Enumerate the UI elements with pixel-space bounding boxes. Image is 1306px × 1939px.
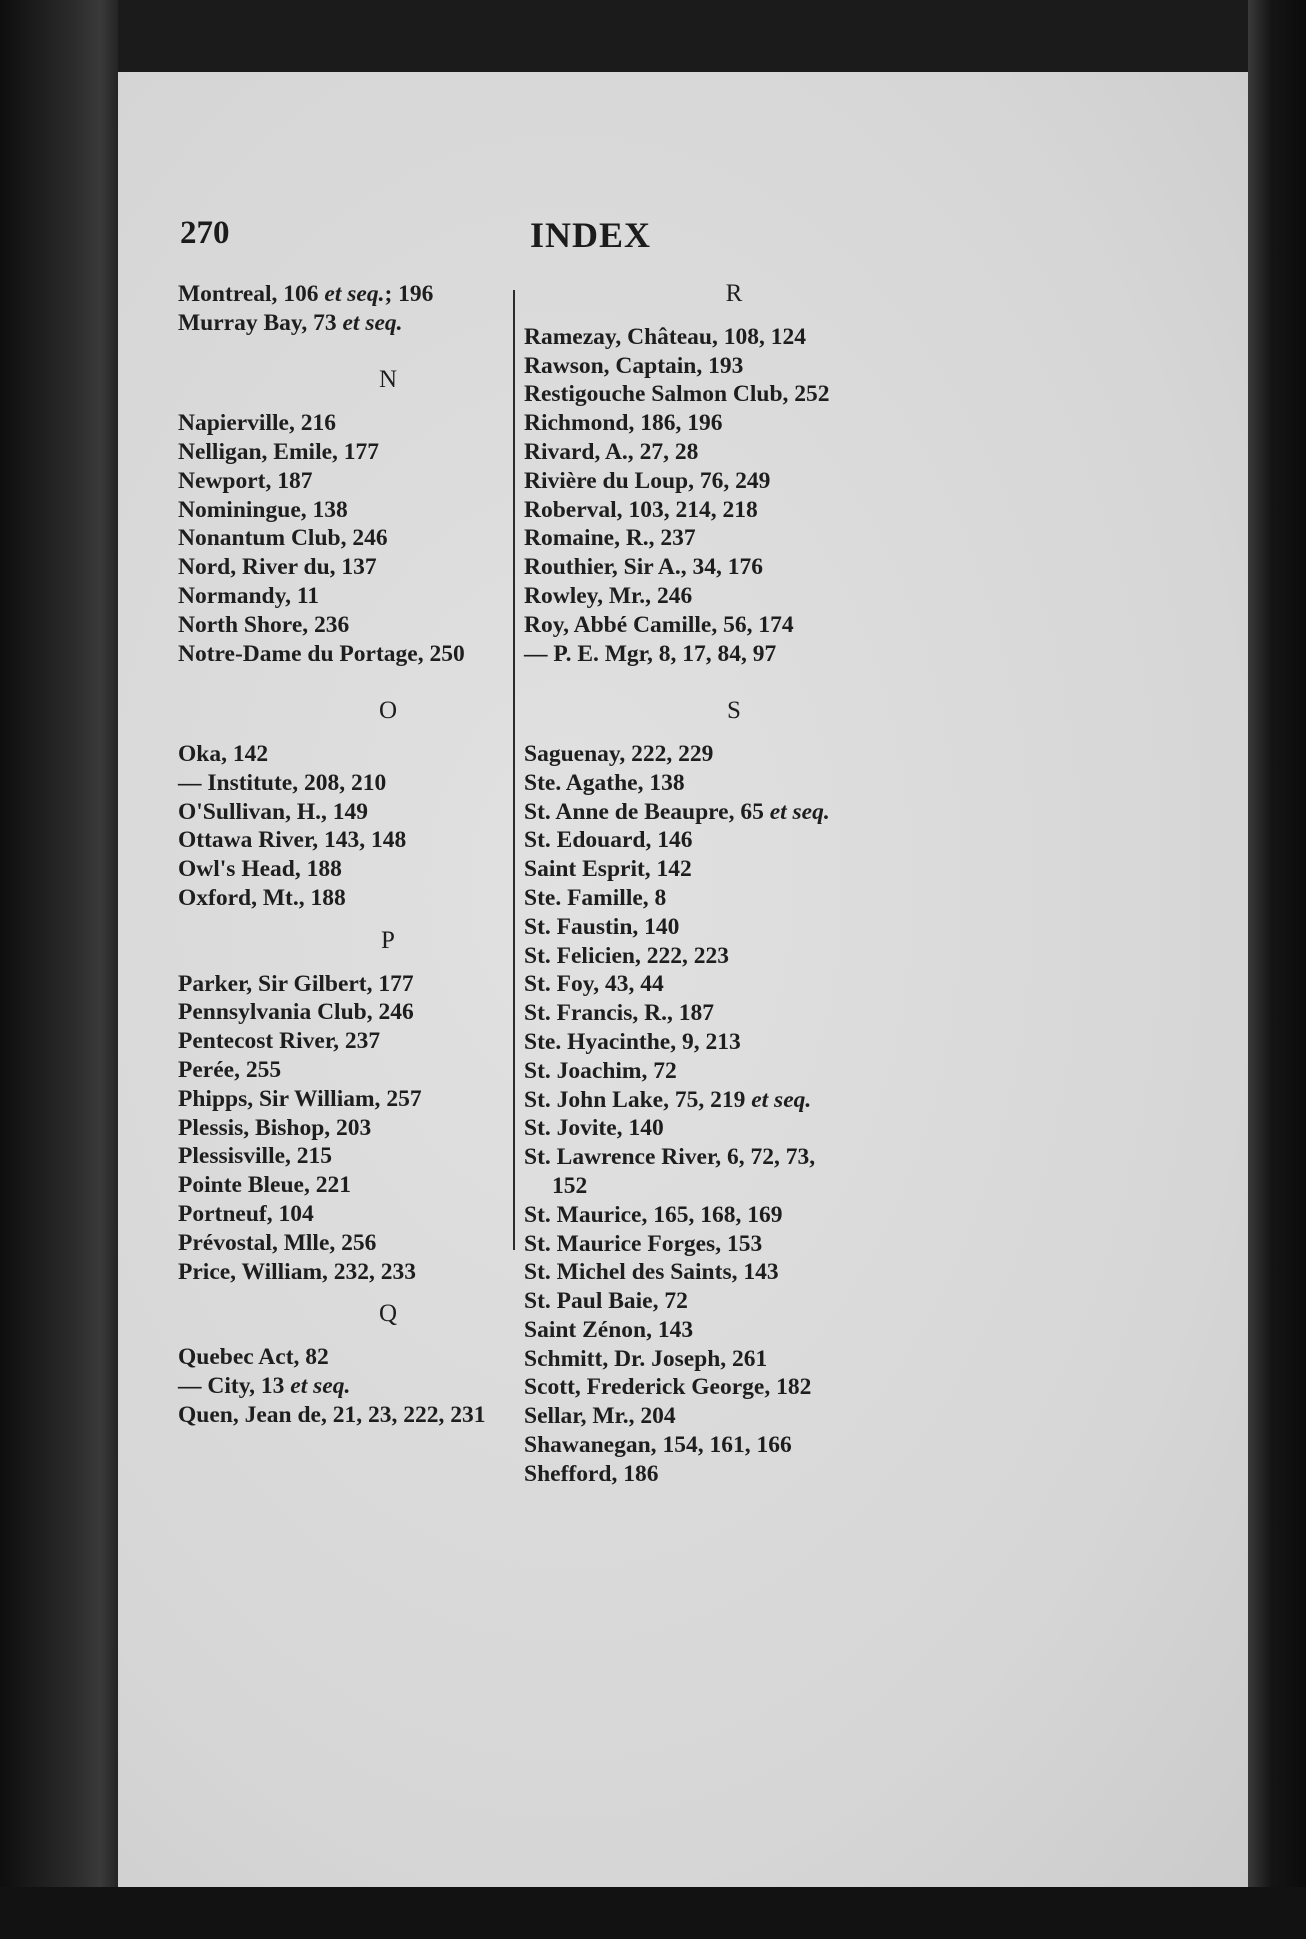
entry-term: Parker, Sir Gilbert,	[178, 970, 373, 997]
entry-term: St. Francis, R.,	[524, 1000, 673, 1027]
entry-term: Montreal,	[178, 281, 278, 307]
entry-page-refs: 72	[653, 1057, 677, 1084]
index-entry	[524, 1431, 944, 1460]
entry-page-refs: 216	[300, 410, 336, 437]
entry-term: St. Joachim,	[524, 1057, 648, 1084]
entry-page-refs: 252	[794, 381, 830, 408]
index-entry	[524, 1057, 944, 1086]
index-entry	[524, 380, 944, 409]
index-entry	[524, 884, 944, 913]
entry-term: Routhier, Sir A.,	[524, 554, 687, 581]
index-column-right	[524, 280, 944, 1489]
entry-term: Rawson, Captain,	[524, 352, 703, 379]
entry-page-refs: 75, 219	[674, 1086, 746, 1113]
entry-page-refs: 186	[623, 1460, 659, 1487]
entry-term: North Shore,	[178, 611, 309, 638]
index-entry	[524, 1402, 944, 1431]
page-edge-bottom	[0, 1887, 1306, 1939]
entry-term: St. Paul Baie,	[524, 1288, 659, 1315]
entry-page-refs: 73	[313, 309, 337, 336]
entry-page-refs: 143, 148	[323, 827, 407, 854]
entry-page-refs-extra: ; 196	[384, 281, 434, 307]
entry-term: Romaine, R.,	[524, 525, 655, 552]
entry-term: Owl's Head,	[178, 856, 301, 883]
entry-page-refs: 76, 249	[699, 467, 771, 494]
entry-page-refs: 8, 17, 84, 97	[658, 640, 777, 667]
entry-page-refs: 236	[314, 611, 350, 638]
entry-term: Pennsylvania Club,	[178, 999, 373, 1026]
entry-page-refs: 72	[664, 1288, 688, 1315]
spacer	[524, 668, 944, 697]
index-entry	[524, 438, 944, 467]
entry-page-refs: 104	[278, 1200, 314, 1227]
index-entry	[524, 1316, 944, 1345]
index-entry-continuation	[524, 1172, 944, 1201]
index-entry	[524, 640, 944, 669]
entry-page-refs: 103, 214, 218	[628, 496, 758, 523]
entry-term: Shawanegan,	[524, 1432, 657, 1459]
entry-term: St. Maurice Forges,	[524, 1230, 722, 1257]
entry-page-refs: 237	[660, 525, 696, 552]
entry-page-refs: 142	[232, 740, 269, 767]
entry-page-refs: 256	[341, 1229, 377, 1256]
index-entry	[524, 855, 944, 884]
entry-page-refs: 188	[306, 856, 342, 883]
entry-et-seq: et seq.	[290, 1372, 351, 1399]
entry-term: Napierville,	[178, 410, 295, 437]
entry-term: Murray Bay,	[178, 309, 308, 336]
index-entry	[524, 769, 944, 798]
entry-et-seq: et seq.	[769, 798, 830, 825]
index-entry	[524, 1114, 944, 1143]
index-entry	[524, 323, 944, 352]
entry-term: Oka,	[178, 740, 227, 767]
entry-term: Schmitt, Dr. Joseph,	[524, 1345, 727, 1372]
column-divider	[513, 290, 515, 1250]
entry-term: Normandy,	[178, 582, 291, 609]
entry-et-seq: et seq.	[324, 281, 385, 307]
entry-page-refs: 250	[429, 640, 465, 667]
entry-term: — City,	[178, 1372, 256, 1399]
page-title: INDEX	[530, 215, 652, 255]
spacer	[524, 726, 944, 740]
entry-term: O'Sullivan, H.,	[178, 798, 327, 825]
entry-page-refs: 21, 23, 222, 231	[332, 1401, 486, 1428]
entry-term: St. Jovite,	[524, 1115, 623, 1142]
index-entry	[524, 826, 944, 855]
entry-page-refs: 27, 28	[639, 438, 699, 465]
index-entry	[524, 467, 944, 496]
entry-page-refs: 65	[740, 798, 764, 825]
entry-page-refs: 237	[344, 1028, 381, 1055]
entry-page-refs: 177	[378, 970, 414, 997]
index-entry	[524, 740, 944, 769]
entry-term: Rowley, Mr.,	[524, 582, 652, 609]
section-letter-r: R	[725, 280, 743, 307]
entry-page-refs: 246	[352, 525, 388, 552]
entry-page-refs: 143	[743, 1259, 779, 1286]
entry-page-refs: 146	[657, 827, 693, 854]
index-entry	[524, 409, 944, 438]
index-entry	[524, 913, 944, 942]
index-entry	[524, 352, 944, 381]
index-entry	[524, 1287, 944, 1316]
entry-page-refs: 204	[640, 1403, 676, 1430]
entry-page-refs: 257	[386, 1085, 422, 1112]
section-letter-n: N	[378, 366, 398, 394]
entry-term: Pointe Bleue,	[178, 1172, 310, 1199]
entry-term: — Institute,	[178, 769, 299, 796]
entry-page-refs: 108, 124	[723, 323, 806, 350]
entry-page-refs: 222, 229	[631, 740, 714, 767]
index-entry	[524, 611, 944, 640]
entry-page-refs: 8	[654, 884, 667, 911]
entry-term: St. John Lake,	[524, 1086, 669, 1113]
entry-page-refs: 215	[296, 1143, 333, 1170]
section-letter-q: Q	[378, 1300, 398, 1328]
index-entry	[524, 798, 944, 827]
entry-term: Nonantum Club,	[178, 525, 347, 552]
entry-page-refs: 222, 223	[646, 942, 729, 969]
entry-term: Saguenay,	[524, 740, 626, 767]
entry-term: Nord, River du,	[178, 554, 336, 581]
entry-page-refs: 149	[332, 798, 369, 825]
entry-term: Saint Zénon,	[524, 1316, 652, 1343]
index-entry	[524, 999, 944, 1028]
entry-term: Prévostal, Mlle,	[178, 1229, 336, 1256]
entry-page-refs: 56, 174	[723, 611, 794, 638]
entry-term: Rivard, A.,	[524, 438, 634, 465]
entry-page-refs: 140	[628, 1115, 664, 1142]
entry-page-refs: 177	[343, 438, 380, 465]
entry-term: Ste. Agathe,	[524, 769, 644, 796]
section-letter-p: P	[381, 926, 395, 954]
entry-term: Richmond,	[524, 410, 635, 437]
entry-term: Nelligan, Emile,	[178, 438, 338, 465]
index-entry	[524, 1373, 944, 1402]
entry-term: Saint Esprit,	[524, 856, 651, 883]
entry-term: Sellar, Mr.,	[524, 1403, 635, 1430]
entry-page-refs: 152	[552, 1172, 588, 1199]
index-entry	[524, 970, 944, 999]
entry-page-refs: 138	[312, 496, 348, 523]
entry-term: Nominingue,	[178, 496, 307, 523]
entry-term: Restigouche Salmon Club,	[524, 381, 789, 408]
entry-term: Ste. Hyacinthe,	[524, 1028, 677, 1055]
entry-page-refs: 82	[305, 1344, 329, 1371]
index-entry	[524, 942, 944, 971]
index-entry	[524, 496, 944, 525]
index-entry	[524, 1230, 944, 1259]
entry-et-seq: et seq.	[342, 309, 403, 336]
entry-page-refs: 140	[644, 913, 680, 940]
entry-et-seq: et seq.	[751, 1086, 812, 1113]
entry-page-refs: 187	[277, 467, 313, 494]
section-letter-s: S	[727, 697, 741, 725]
entry-term: Newport,	[178, 467, 272, 494]
entry-term: St. Edouard,	[524, 827, 652, 854]
entry-term: Portneuf,	[178, 1200, 273, 1227]
entry-term: St. Foy,	[524, 971, 600, 998]
entry-term: St. Lawrence River,	[524, 1144, 722, 1171]
entry-page-refs: 186, 196	[640, 410, 723, 437]
entry-term: Plessis, Bishop,	[178, 1114, 331, 1141]
entry-page-refs: 208, 210	[304, 769, 387, 796]
page-edge-right	[1248, 0, 1306, 1939]
entry-term: Quen, Jean de,	[178, 1401, 327, 1428]
entry-term: Ste. Famille,	[524, 884, 649, 911]
index-entry	[524, 1258, 944, 1287]
entry-page-refs: 165, 168, 169	[653, 1201, 783, 1228]
index-entry	[524, 1028, 944, 1057]
entry-page-refs: 203	[336, 1114, 372, 1141]
entry-term: Ramezay, Château,	[524, 323, 718, 350]
entry-term: Rivière du Loup,	[524, 467, 694, 494]
entry-page-refs: 246	[656, 582, 693, 609]
index-entry	[524, 1345, 944, 1374]
entry-term: Notre-Dame du Portage,	[178, 640, 424, 667]
entry-page-refs: 246	[378, 999, 414, 1026]
entry-term: Shefford,	[524, 1460, 618, 1487]
page-number: 270	[180, 215, 230, 251]
book-spine-shadow	[0, 0, 118, 1939]
index-entry	[524, 524, 944, 553]
entry-term: Oxford, Mt.,	[178, 884, 305, 911]
entry-page-refs: 43, 44	[604, 971, 664, 998]
entry-page-refs: 182	[776, 1374, 812, 1401]
entry-term: St. Michel des Saints,	[524, 1259, 738, 1286]
entry-page-refs: 6, 72, 73,	[727, 1144, 816, 1171]
entry-page-refs: 143	[657, 1316, 694, 1343]
entry-page-refs: 34, 176	[692, 554, 763, 581]
entry-term: Pentecost River,	[178, 1028, 339, 1055]
entry-page-refs: 138	[649, 769, 685, 796]
entry-page-refs: 142	[656, 856, 692, 883]
entry-page-refs: 137	[341, 554, 377, 581]
index-entry	[524, 553, 944, 582]
index-entry	[524, 1460, 944, 1489]
entry-term: Scott, Frederick George,	[524, 1374, 771, 1401]
entry-page-refs: 11	[296, 582, 320, 609]
entry-term: Ottawa River,	[178, 827, 319, 854]
entry-page-refs: 232, 233	[333, 1258, 417, 1285]
entry-term: Perée,	[178, 1056, 240, 1083]
entry-term: Plessisville,	[178, 1143, 291, 1170]
entry-page-refs: 187	[678, 1000, 714, 1027]
index-entry	[524, 1143, 944, 1172]
entry-term: Quebec Act,	[178, 1344, 300, 1371]
entry-term: Roberval,	[524, 496, 623, 523]
entry-page-refs: 193	[708, 352, 744, 379]
entry-page-refs: 261	[732, 1345, 768, 1372]
entry-term: St. Faustin,	[524, 913, 639, 940]
entry-term: Roy, Abbé Camille,	[524, 611, 718, 638]
entry-term: Phipps, Sir William,	[178, 1085, 381, 1112]
entry-page-refs: 13	[260, 1372, 285, 1399]
entry-term: St. Anne de Beaupre,	[524, 798, 735, 825]
entry-term: St. Felicien,	[524, 942, 641, 969]
index-entry	[524, 1086, 944, 1115]
entry-term: St. Maurice,	[524, 1201, 648, 1228]
entry-page-refs: 221	[315, 1172, 351, 1199]
index-entry	[524, 1201, 944, 1230]
entry-term: — P. E. Mgr,	[524, 640, 653, 667]
entry-page-refs: 9, 213	[681, 1028, 741, 1055]
index-entry	[524, 582, 944, 611]
entry-term: Price, William,	[178, 1258, 328, 1285]
section-letter-o: O	[378, 697, 398, 725]
entry-page-refs: 106	[283, 281, 319, 307]
entry-page-refs: 153	[726, 1230, 763, 1257]
entry-page-refs: 188	[310, 884, 346, 911]
entry-page-refs: 255	[245, 1056, 282, 1083]
spacer	[524, 309, 944, 323]
entry-page-refs: 154, 161, 166	[662, 1432, 792, 1459]
